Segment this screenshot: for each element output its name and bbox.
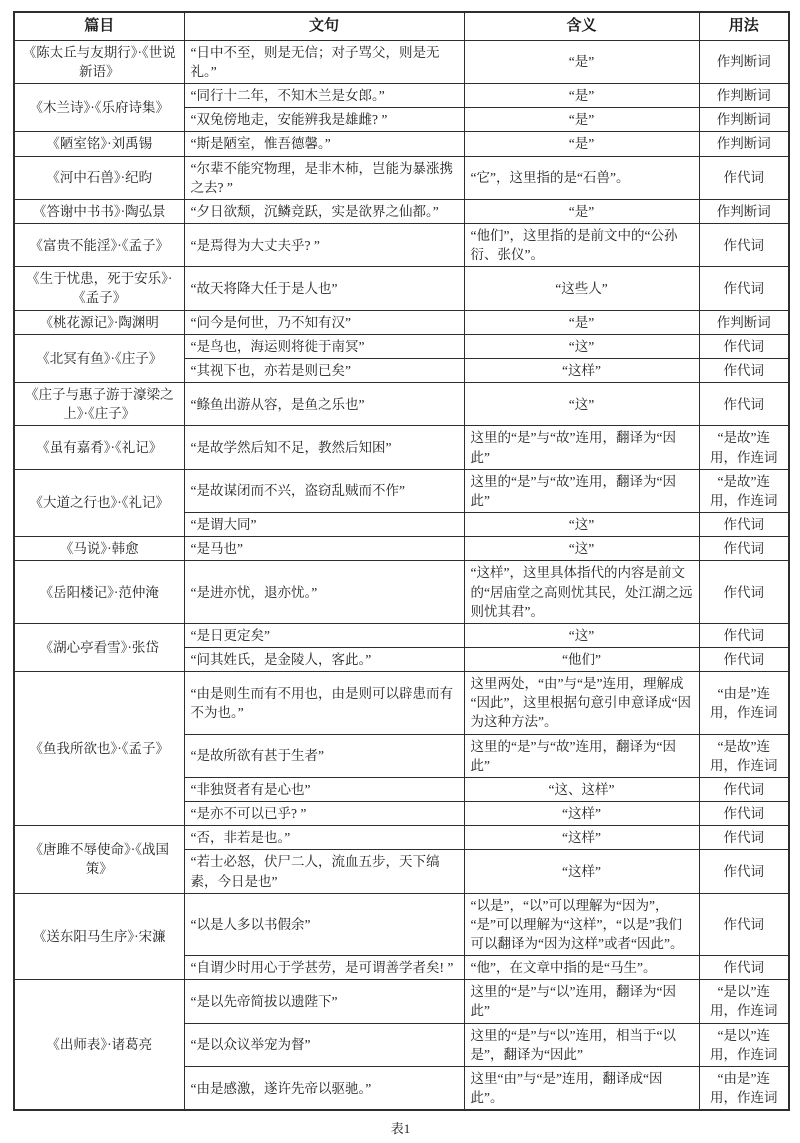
usage-cell: “是以”连用，作连词 <box>699 980 789 1023</box>
table-row <box>14 199 789 223</box>
sentence-cell: “是焉得为大丈夫乎? ” <box>184 224 464 267</box>
usage-cell: 作代词 <box>699 537 789 561</box>
meaning-cell: “这样”，这里具体指代的内容是前文的“居庙堂之高则忧其民，处江湖之远则忧其君”。 <box>464 561 699 623</box>
usage-cell: 作代词 <box>699 826 789 850</box>
sentence-cell: “是故谋闭而不兴，盗窃乱贼而不作” <box>184 469 464 512</box>
usage-cell: “是以”连用，作连词 <box>699 1023 789 1066</box>
title-cell: 《大道之行也》·《礼记》 <box>14 469 184 536</box>
usage-cell: 作代词 <box>699 802 789 826</box>
meaning-cell: “这样” <box>464 358 699 382</box>
table-row <box>14 537 789 561</box>
meaning-cell: “以是”，“以”可以理解为“因为”，“是”可以理解为“这样”，“以是”我们可以翻译为“因为这样”或者“因此”。 <box>464 893 699 955</box>
usage-cell: 作代词 <box>699 224 789 267</box>
title-cell: 《岳阳楼记》·范仲淹 <box>14 561 184 623</box>
usage-cell: 作代词 <box>699 513 789 537</box>
meaning-cell: 这里两处，“由”与“是”连用，理解成“因此”，这里根据句意引申意译成“因为这种方法”。 <box>464 672 699 734</box>
usage-cell: 作代词 <box>699 623 789 647</box>
title-cell: 《北冥有鱼》·《庄子》 <box>14 334 184 382</box>
usage-cell: 作代词 <box>699 358 789 382</box>
column-header-3: 用法 <box>699 12 789 40</box>
usage-cell: 作代词 <box>699 647 789 671</box>
title-cell: 《出师表》·诸葛亮 <box>14 980 184 1110</box>
usage-cell: 作代词 <box>699 383 789 426</box>
sentence-cell: “是鸟也，海运则将徙于南冥” <box>184 334 464 358</box>
sentence-cell: “故天将降大任于是人也” <box>184 267 464 310</box>
sentence-cell: “否，非若是也。” <box>184 826 464 850</box>
meaning-cell: 这里“由”与“是”连用，翻译成“因此”。 <box>464 1066 699 1110</box>
meaning-cell: “是” <box>464 40 699 83</box>
title-cell: 《陈太丘与友期行》·《世说新语》 <box>14 40 184 83</box>
title-cell: 《庄子与惠子游于濠梁之上》·《庄子》 <box>14 383 184 426</box>
usage-cell: “由是”连用，作连词 <box>699 1066 789 1110</box>
meaning-cell: “这样” <box>464 826 699 850</box>
shi-usage-table <box>13 11 790 1111</box>
usage-cell: 作判断词 <box>699 40 789 83</box>
usage-cell: “是故”连用，作连词 <box>699 469 789 512</box>
meaning-cell: “这” <box>464 513 699 537</box>
title-cell: 《陋室铭》·刘禹锡 <box>14 132 184 156</box>
table-caption: 表1 <box>390 1121 411 1137</box>
usage-cell: “是故”连用，作连词 <box>699 734 789 777</box>
sentence-cell: “尔辈不能究物理，是非木杮，岂能为暴涨携之去? ” <box>184 156 464 199</box>
meaning-cell: “这样” <box>464 802 699 826</box>
title-cell: 《桃花源记》·陶渊明 <box>14 310 184 334</box>
meaning-cell: 这里的“是”与“故”连用，翻译为“因此” <box>464 734 699 777</box>
title-cell: 《唐雎不辱使命》·《战国策》 <box>14 826 184 893</box>
meaning-cell: “他们” <box>464 647 699 671</box>
title-cell: 《鱼我所欲也》·《孟子》 <box>14 672 184 826</box>
table-row <box>14 893 789 955</box>
sentence-cell: “日中不至，则是无信；对子骂父，则是无礼。” <box>184 40 464 83</box>
title-cell: 《虽有嘉肴》·《礼记》 <box>14 426 184 469</box>
title-cell: 《生于忧患，死于安乐》·《孟子》 <box>14 267 184 310</box>
meaning-cell: “他”，在文章中指的是“马生”。 <box>464 956 699 980</box>
sentence-cell: “由是则生而有不用也，由是则可以辟患而有不为也。” <box>184 672 464 734</box>
meaning-cell: “它”，这里指的是“石兽”。 <box>464 156 699 199</box>
meaning-cell: 这里的“是”与“以”连用，相当于“以是”，翻译为“因此” <box>464 1023 699 1066</box>
sentence-cell: “是谓大同” <box>184 513 464 537</box>
table-row <box>14 426 789 469</box>
table-row <box>14 561 789 623</box>
table-row <box>14 826 789 850</box>
sentence-cell: “是亦不可以已乎? ” <box>184 802 464 826</box>
sentence-cell: “斯是陋室，惟吾德馨。” <box>184 132 464 156</box>
table-header-row <box>14 12 789 40</box>
usage-cell: 作判断词 <box>699 310 789 334</box>
sentence-cell: “是故所欲有甚于生者” <box>184 734 464 777</box>
usage-cell: 作代词 <box>699 561 789 623</box>
table-row <box>14 672 789 734</box>
meaning-cell: “这” <box>464 537 699 561</box>
title-cell: 《送东阳马生序》·宋濂 <box>14 893 184 980</box>
usage-cell: 作判断词 <box>699 199 789 223</box>
usage-cell: 作代词 <box>699 850 789 893</box>
usage-cell: 作代词 <box>699 777 789 801</box>
table-row <box>14 156 789 199</box>
meaning-cell: “是” <box>464 84 699 108</box>
usage-cell: “是故”连用，作连词 <box>699 426 789 469</box>
meaning-cell: “他们”，这里指的是前文中的“公孙衍、张仪”。 <box>464 224 699 267</box>
usage-cell: 作代词 <box>699 267 789 310</box>
usage-cell: 作判断词 <box>699 108 789 132</box>
table-row <box>14 334 789 358</box>
meaning-cell: “这些人” <box>464 267 699 310</box>
table-row <box>14 469 789 512</box>
sentence-cell: “双兔傍地走，安能辨我是雄雌? ” <box>184 108 464 132</box>
meaning-cell: “这、这样” <box>464 777 699 801</box>
sentence-cell: “自谓少时用心于学甚劳，是可谓善学者矣! ” <box>184 956 464 980</box>
sentence-cell: “夕日欲颓，沉鳞竞跃，实是欲界之仙都。” <box>184 199 464 223</box>
meaning-cell: “这” <box>464 334 699 358</box>
usage-cell: 作判断词 <box>699 84 789 108</box>
title-cell: 《湖心亭看雪》·张岱 <box>14 623 184 671</box>
usage-cell: “由是”连用，作连词 <box>699 672 789 734</box>
sentence-cell: “是故学然后知不足，教然后知困” <box>184 426 464 469</box>
meaning-cell: “是” <box>464 199 699 223</box>
meaning-cell: “是” <box>464 132 699 156</box>
meaning-cell: 这里的“是”与“以”连用，翻译为“因此” <box>464 980 699 1023</box>
title-cell: 《马说》·韩愈 <box>14 537 184 561</box>
title-cell: 《木兰诗》·《乐府诗集》 <box>14 84 184 132</box>
meaning-cell: 这里的“是”与“故”连用，翻译为“因此” <box>464 469 699 512</box>
column-header-1: 文句 <box>184 12 464 40</box>
sentence-cell: “是日更定矣” <box>184 623 464 647</box>
meaning-cell: “这样” <box>464 850 699 893</box>
usage-cell: 作代词 <box>699 956 789 980</box>
table-row <box>14 383 789 426</box>
sentence-cell: “问今是何世，乃不知有汉” <box>184 310 464 334</box>
table-row <box>14 267 789 310</box>
table-row <box>14 623 789 647</box>
column-header-0: 篇目 <box>14 12 184 40</box>
sentence-cell: “其视下也，亦若是则已矣” <box>184 358 464 382</box>
table-row <box>14 224 789 267</box>
table-row <box>14 84 789 108</box>
meaning-cell: “是” <box>464 310 699 334</box>
sentence-cell: “非独贤者有是心也” <box>184 777 464 801</box>
title-cell: 《答谢中书书》·陶弘景 <box>14 199 184 223</box>
usage-cell: 作代词 <box>699 156 789 199</box>
sentence-cell: “若士必怒，伏尸二人，流血五步，天下缟素，今日是也” <box>184 850 464 893</box>
usage-cell: 作判断词 <box>699 132 789 156</box>
meaning-cell: “是” <box>464 108 699 132</box>
sentence-cell: “由是感激，遂许先帝以驱驰。” <box>184 1066 464 1110</box>
meaning-cell: “这” <box>464 383 699 426</box>
meaning-cell: “这” <box>464 623 699 647</box>
sentence-cell: “是以众议举宠为督” <box>184 1023 464 1066</box>
title-cell: 《河中石兽》·纪昀 <box>14 156 184 199</box>
sentence-cell: “是马也” <box>184 537 464 561</box>
meaning-cell: 这里的“是”与“故”连用，翻译为“因此” <box>464 426 699 469</box>
sentence-cell: “是进亦忧，退亦忧。” <box>184 561 464 623</box>
table-row <box>14 40 789 83</box>
column-header-2: 含义 <box>464 12 699 40</box>
sentence-cell: “以是人多以书假余” <box>184 893 464 955</box>
usage-cell: 作代词 <box>699 334 789 358</box>
table-row <box>14 980 789 1023</box>
title-cell: 《富贵不能淫》·《孟子》 <box>14 224 184 267</box>
sentence-cell: “同行十二年，不知木兰是女郎。” <box>184 84 464 108</box>
sentence-cell: “是以先帝简拔以遗陛下” <box>184 980 464 1023</box>
usage-cell: 作代词 <box>699 893 789 955</box>
sentence-cell: “鲦鱼出游从容，是鱼之乐也” <box>184 383 464 426</box>
table-row <box>14 310 789 334</box>
sentence-cell: “问其姓氏，是金陵人，客此。” <box>184 647 464 671</box>
table-row <box>14 132 789 156</box>
